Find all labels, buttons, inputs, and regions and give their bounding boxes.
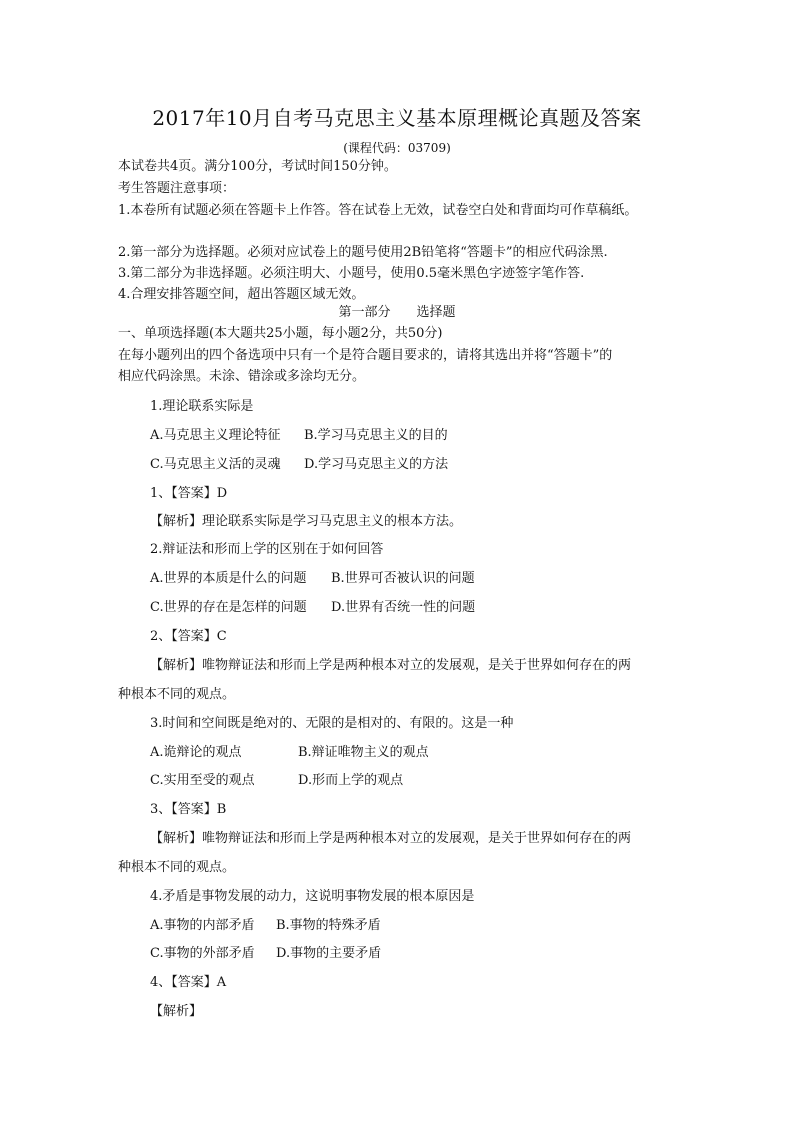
- question-option: A.马克思主义理论特征: [150, 428, 281, 443]
- question-stem: 3.时间和空间既是绝对的、无限的是相对的、有限的。这是一种: [150, 716, 514, 731]
- intro-line: 考生答题注意事项：: [118, 181, 236, 196]
- answer-line: 2、【答案】C: [150, 629, 227, 644]
- question-stem: 1.理论联系实际是: [150, 399, 254, 414]
- intro-line: 4.合理安排答题空间，超出答题区域无效。: [118, 287, 365, 302]
- analysis-line: 种根本不同的观点。: [118, 687, 236, 702]
- answer-line: 1、【答案】D: [150, 486, 228, 501]
- question-option: A.事物的内部矛盾: [150, 918, 255, 933]
- question-option: B.事物的特殊矛盾: [276, 918, 381, 933]
- instruction-line: 在每小题列出的四个备选项中只有一个是符合题目要求的，请将其选出并将“答题卡”的: [118, 348, 613, 363]
- instruction-line: 相应代码涂黑。未涂、错涂或多涂均无分。: [118, 369, 366, 384]
- course-code: (课程代码：03709): [343, 141, 451, 155]
- section-heading: [0, 304, 794, 322]
- intro-line: 1.本卷所有试题必须在答题卡上作答。答在试卷上无效，试卷空白处和背面均可作草稿纸。: [118, 203, 638, 218]
- question-option: C.事物的外部矛盾: [150, 946, 255, 961]
- section-name: 选择题: [416, 305, 456, 320]
- analysis-line: 【解析】理论联系实际是学习马克思主义的根本方法。: [150, 514, 463, 529]
- question-option: D.事物的主要矛盾: [276, 946, 382, 961]
- question-option: B.辩证唯物主义的观点: [298, 745, 429, 760]
- analysis-line: 种根本不同的观点。: [118, 860, 236, 875]
- section-part: 第一部分: [338, 305, 391, 320]
- question-option: B.学习马克思主义的目的: [304, 428, 448, 443]
- question-stem: 2.辩证法和形而上学的区别在于如何回答: [150, 542, 384, 557]
- intro-line: 本试卷共4页。满分100分，考试时间150分钟。: [118, 159, 397, 174]
- question-option: C.实用至受的观点: [150, 773, 255, 788]
- intro-line: 2.第一部分为选择题。必须对应试卷上的题号使用2B铅笔将“答题卡”的相应代码涂黑.: [118, 245, 608, 260]
- part-header: 一、单项选择题(本大题共25小题，每小题2分，共50分): [118, 326, 443, 341]
- question-stem: 4.矛盾是事物发展的动力，这说明事物发展的根本原因是: [150, 889, 475, 904]
- question-option: D.形而上学的观点: [298, 773, 404, 788]
- analysis-line: 【解析】唯物辩证法和形而上学是两种根本对立的发展观，是关于世界如何存在的两: [150, 831, 632, 846]
- question-option: D.学习马克思主义的方法: [304, 457, 449, 472]
- intro-line: 3.第二部分为非选择题。必须注明大、小题号，使用0.5毫米黑色字迹签字笔作答.: [118, 266, 585, 281]
- analysis-line: 【解析】: [150, 1004, 203, 1019]
- document-title: 2017年10月自考马克思主义基本原理概论真题及答案: [152, 106, 642, 130]
- question-option: C.马克思主义活的灵魂: [150, 457, 281, 472]
- question-option: A.世界的本质是什么的问题: [150, 571, 307, 586]
- question-option: C.世界的存在是怎样的问题: [150, 600, 307, 615]
- question-option: D.世界有否统一性的问题: [331, 600, 476, 615]
- question-option: A.诡辩论的观点: [150, 745, 242, 760]
- answer-line: 3、【答案】B: [150, 802, 227, 817]
- question-option: B.世界可否被认识的问题: [331, 571, 475, 586]
- answer-line: 4、【答案】A: [150, 975, 227, 990]
- analysis-line: 【解析】唯物辩证法和形而上学是两种根本对立的发展观，是关于世界如何存在的两: [150, 658, 632, 673]
